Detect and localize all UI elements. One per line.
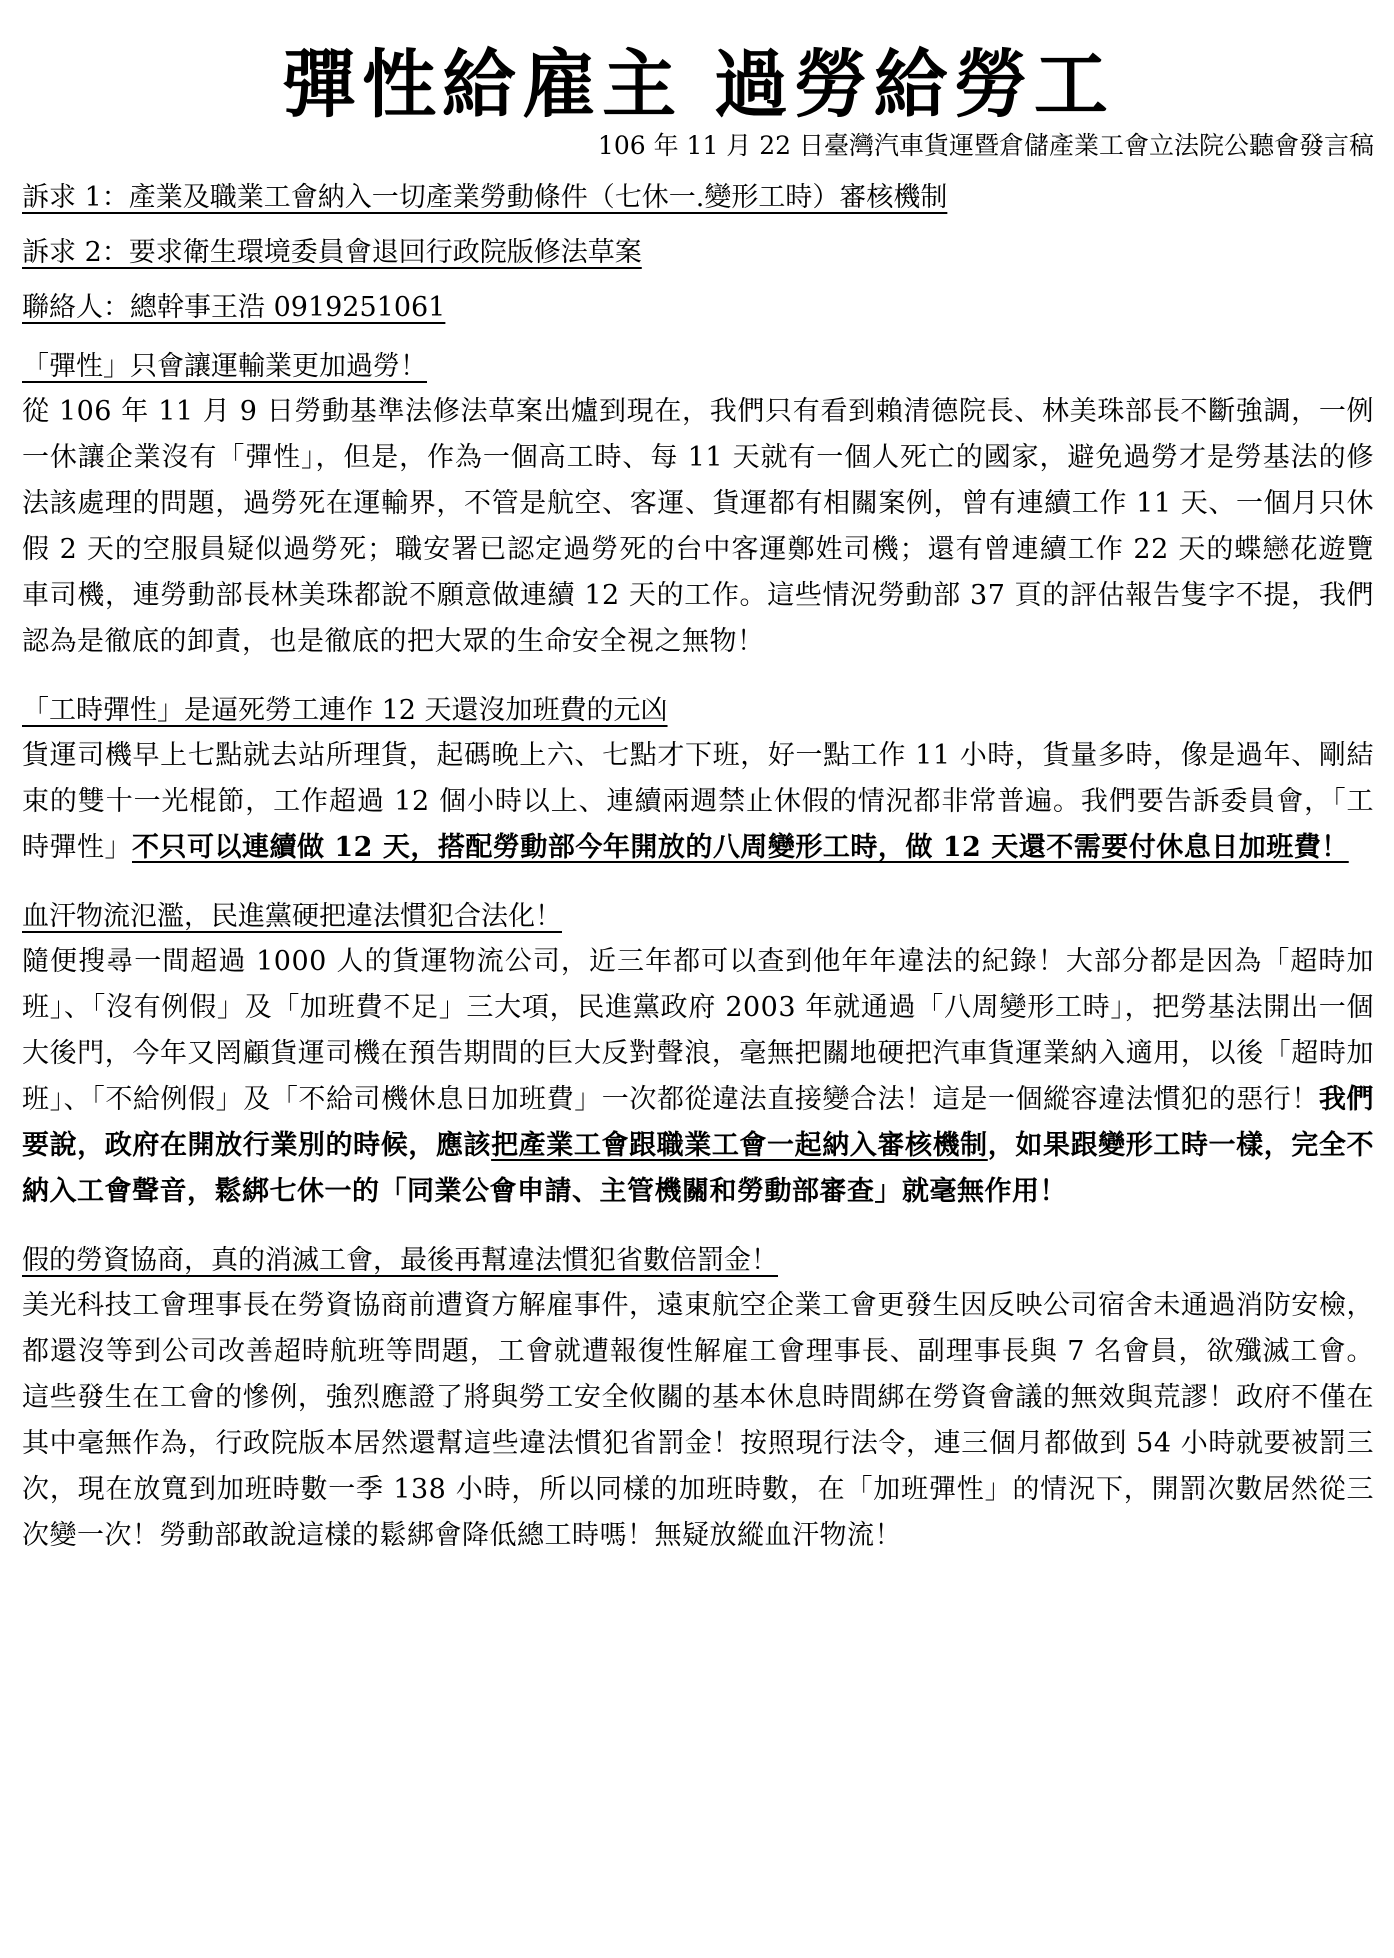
section-fake-negotiation: [22, 1239, 1374, 1559]
section-heading-text: 血汗物流氾濫，民進黨硬把違法慣犯合法化！: [22, 901, 562, 932]
paragraph-text: 貨運司機早上七點就去站所理貨，起碼晚上六、七點才下班，好一點工作 11 小時，貨量多時，像是過年、剛結束的雙十一光棍節，工作超過 12 個小時以上、連續兩週禁止休假的情況都非常普遍。我們要告訴委員會，「工時彈性」: [22, 740, 1374, 863]
contact-person: [22, 280, 1374, 335]
section-heading-text: 「彈性」只會讓運輸業更加過勞！: [22, 351, 427, 382]
demand-1-text: 訴求 1：產業及職業工會納入一切產業勞動條件（七休一.變形工時）審核機制: [22, 182, 948, 213]
section-heading: [22, 895, 1374, 939]
section-heading: [22, 689, 1374, 733]
section-heading-text: 「工時彈性」是逼死勞工連作 12 天還沒加班費的元凶: [22, 695, 668, 726]
section-heading: [22, 1239, 1374, 1283]
paragraph-text: 美光科技工會理事長在勞資協商前遭資方解雇事件，遠東航空企業工會更發生因反映公司宿舍未通過消防安檢，都還沒等到公司改善超時航班等問題，工會就遭報復性解雇工會理事長、副理事長與 7 名會員，欲殲滅工會。這些發生在工會的慘例，強烈應證了將與勞工安全攸關的基本休息時間綁在勞資會議的無效與荒謬！政府不僅在其中毫無作為，行政院版本居然還幫這些違法慣犯省罰金！按照現行法令，連三個月都做到 54 小時就要被罰三次，現在放寬到加班時數一季 138 小時，所以同樣的加班時數，在「加班彈性」的情況下，開罰次數居然從三次變一次！勞動部敢說這樣的鬆綁會降低總工時嗎！無疑放縱血汗物流！: [22, 1290, 1374, 1551]
paragraph-text: 隨便搜尋一間超過 1000 人的貨運物流公司，近三年都可以查到他年年違法的紀錄！大部分都是因為「超時加班」、「沒有例假」及「加班費不足」三大項，民進黨政府 2003 年就通過「八周變形工時」，把勞基法開出一個大後門，今年又罔顧貨運司機在預告期間的巨大反對聲浪，毫無把關地硬把汽車貨運業納入適用，以後「超時加班」、「不給例假」及「不給司機休息日加班費」一次都從違法直接變合法！這是一個縱容違法慣犯的惡行！: [22, 946, 1374, 1115]
demand-1: [22, 170, 1374, 225]
paragraph-bold-text: 我們要說，政府在開放行業別的時候，應該: [22, 1084, 1375, 1161]
section-heading: [22, 345, 1374, 389]
section-working-hours-flexibility: [22, 689, 1374, 871]
demand-2: [22, 225, 1374, 280]
section-paragraph: [22, 733, 1374, 871]
paragraph-bold-text: 不只可以連續做 12 天，搭配勞動部今年開放的八周變形工時，做 12 天還不需要付休息日加班費！: [132, 832, 1349, 863]
paragraph-text: 從 106 年 11 月 9 日勞動基準法修法草案出爐到現在，我們只有看到賴清德院長、林美珠部長不斷強調，一例一休讓企業沒有「彈性」，但是，作為一個高工時、每 11 天就有一個人死亡的國家，避免過勞才是勞基法的修法該處理的問題，過勞死在運輸界，不管是航空、客運、貨運都有相關案例，曾有連續工作 11 天、一個月只休假 2 天的空服員疑似過勞死；職安署已認定過勞死的台中客運鄭姓司機；還有曾連續工作 22 天的蝶戀花遊覽車司機，連勞動部長林美珠都說不願意做連續 12 天的工作。這些情況勞動部 37 頁的評估報告隻字不提，我們認為是徹底的卸責，也是徹底的把大眾的生命安全視之無物！: [22, 396, 1374, 657]
section-paragraph: [22, 389, 1374, 665]
demand-2-text: 訴求 2：要求衛生環境委員會退回行政院版修法草案: [22, 237, 642, 268]
paragraph-bold-text-end: ，如果跟變形工時一樣，完全不納入工會聲音，鬆綁七休一的「同業公會申請、主管機關和勞動部審查」就毫無作用！: [22, 1130, 1374, 1207]
section-paragraph: [22, 1283, 1374, 1559]
contact-person-text: 聯絡人：總幹事王浩 0919251061: [22, 292, 446, 323]
section-sweatshop-logistics: [22, 895, 1374, 1215]
section-flexibility-overwork: [22, 345, 1374, 665]
section-paragraph: [22, 939, 1374, 1215]
document-subtitle: 106 年 11 月 22 日臺灣汽車貨運暨倉儲產業工會立法院公聽會發言稿: [597, 131, 1374, 160]
document-title: 彈性給雇主 過勞給勞工: [282, 42, 1114, 128]
paragraph-bold-underlined-text: 把產業工會跟職業工會一起納入審核機制: [491, 1130, 988, 1161]
section-heading-text: 假的勞資協商，真的消滅工會，最後再幫違法慣犯省數倍罰金！: [22, 1245, 778, 1276]
